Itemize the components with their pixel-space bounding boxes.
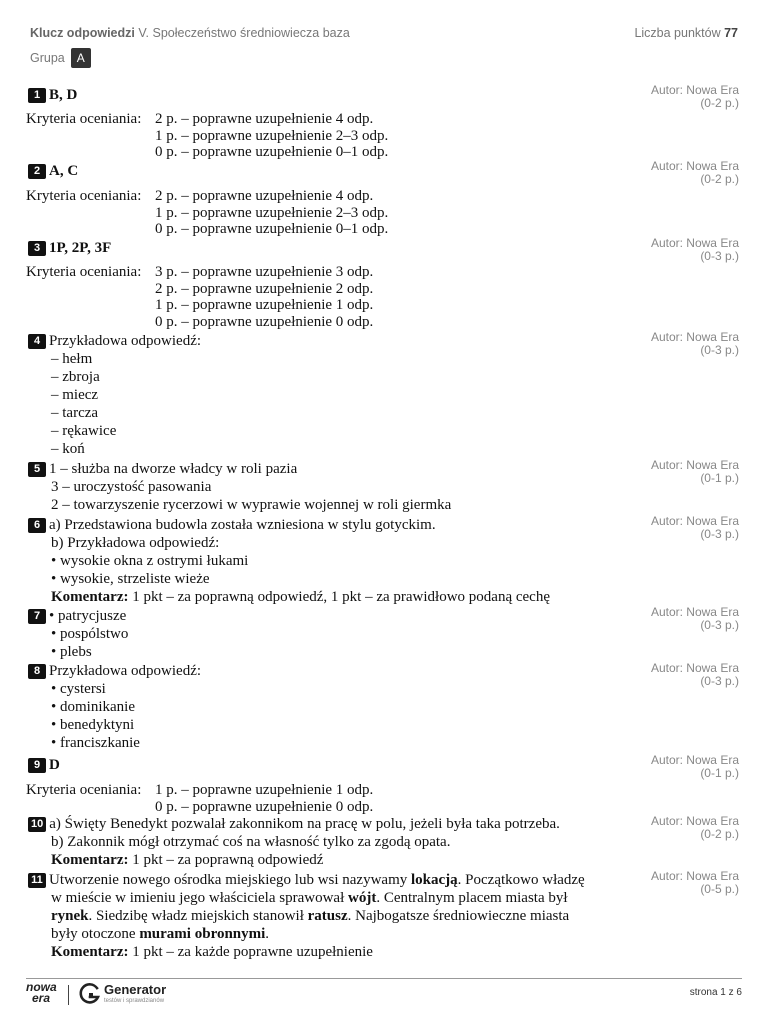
criteria-list: 2 p. – poprawne uzupełnienie 4 odp. 1 p. – poprawne uzupełnienie 2–3 odp. 0 p. – poprawne uzupełnienie 0–1 odp. (155, 188, 389, 237)
task-number-badge: 2 (28, 164, 46, 179)
criteria-label: Kryteria oceniania: (26, 188, 142, 204)
doc-title: Klucz odpowiedzi V. Społeczeństwo średniowiecza baza (30, 26, 350, 40)
task-number-badge: 11 (28, 873, 46, 888)
task-number-badge: 3 (28, 241, 46, 256)
answer-line: – miecz (51, 387, 99, 403)
criteria-label: Kryteria oceniania: (26, 111, 142, 127)
task-number-badge: 5 (28, 462, 46, 477)
task-number-badge: 10 (28, 817, 46, 832)
generator-logo-text: Generator testów i sprawdzianów (104, 982, 167, 1004)
answer-line: Przykładowa odpowiedź: (49, 663, 202, 679)
task-number-badge: 1 (28, 88, 46, 103)
answer-line: a) Przedstawiona budowla została wzniesiona w stylu gotyckim. (49, 517, 436, 533)
answer-line: • cystersi (51, 681, 106, 697)
group-badge: A (71, 48, 91, 68)
criteria-label: Kryteria oceniania: (26, 264, 142, 280)
answer: A, C (49, 163, 79, 179)
answer-line: b) Zakonnik mógł otrzymać coś na własność tylko za zgodą opata. (51, 834, 451, 850)
task-author: Autor: Nowa Era (0-2 p.) (650, 814, 739, 841)
answer-line: rynek. Siedzibę władz miejskich stanowił ratusz. Najbogatsze średniowieczne miasta (51, 908, 570, 924)
points-total: Liczba punktów 77 (634, 26, 738, 40)
task-number-badge: 7 (28, 609, 46, 624)
answer-line: • patrycjusze (49, 608, 127, 624)
answer-line: Przykładowa odpowiedź: (49, 333, 202, 349)
answer-line: – hełm (51, 351, 93, 367)
answer-line: • wysokie okna z ostrymi łukami (51, 553, 249, 569)
answer-line: w mieście w imieniu jego właściciela sprawował wójt. Centralnym placem miasta był (51, 890, 568, 906)
criteria-list: 1 p. – poprawne uzupełnienie 1 odp. 0 p. – poprawne uzupełnienie 0 odp. (155, 782, 374, 815)
logo-separator (68, 985, 69, 1005)
task-author: Autor: Nowa Era (0-5 p.) (650, 869, 739, 896)
answer-line: • plebs (51, 644, 92, 660)
task-author: Autor: Nowa Era (0-3 p.) (650, 661, 739, 688)
answer: B, D (49, 87, 78, 103)
answer-line: • benedyktyni (51, 717, 135, 733)
answer-line: były otoczone murami obronnymi. (51, 926, 270, 942)
answer: D (49, 757, 60, 773)
criteria-label: Kryteria oceniania: (26, 782, 142, 798)
generator-logo-icon (78, 982, 102, 1006)
answer-line: • pospólstwo (51, 626, 129, 642)
answer-line: – zbroja (51, 369, 100, 385)
answer: 1P, 2P, 3F (49, 240, 112, 256)
task-number-badge: 8 (28, 664, 46, 679)
answer-line: • dominikanie (51, 699, 135, 715)
task-author: Autor: Nowa Era (0-1 p.) (650, 458, 739, 485)
answer-line: • wysokie, strzeliste wieże (51, 571, 210, 587)
answer-line: – koń (51, 441, 85, 457)
task-author: Autor: Nowa Era (0-3 p.) (650, 514, 739, 541)
answer-line: 2 – towarzyszenie rycerzowi w wyprawie wojennej w roli giermka (51, 497, 452, 513)
group-indicator (30, 48, 91, 68)
comment: Komentarz: 1 pkt – za każde poprawne uzupełnienie (51, 944, 373, 960)
answer-line: 1 – służba na dworze władcy w roli pazia (49, 461, 298, 477)
answer-line: 3 – uroczystość pasowania (51, 479, 212, 495)
group-label: Grupa (30, 51, 65, 65)
footer-divider (26, 978, 742, 979)
task-author: Autor: Nowa Era (0-2 p.) (650, 83, 739, 110)
task-number-badge: 6 (28, 518, 46, 533)
answer-line: • franciszkanie (51, 735, 140, 751)
answer-line: – rękawice (51, 423, 117, 439)
answer-line: 11 Utworzenie nowego ośrodka miejskiego lub wsi nazywamy lokacją. Początkowo władzę (28, 871, 585, 889)
task-author: Autor: Nowa Era (0-1 p.) (650, 753, 739, 780)
task-author: Autor: Nowa Era (0-3 p.) (650, 330, 739, 357)
criteria-list: 3 p. – poprawne uzupełnienie 3 odp. 2 p. – poprawne uzupełnienie 2 odp. 1 p. – poprawne uzupełnienie 1 odp. 0 p. – poprawne uzupełnienie 0 odp. (155, 264, 374, 330)
page-number: strona 1 z 6 (689, 987, 742, 998)
criteria-list: 2 p. – poprawne uzupełnienie 4 odp. 1 p. – poprawne uzupełnienie 2–3 odp. 0 p. – poprawne uzupełnienie 0–1 odp. (155, 111, 389, 160)
task-author: Autor: Nowa Era (0-3 p.) (650, 236, 739, 263)
task-number-badge: 4 (28, 334, 46, 349)
task-number-badge: 9 (28, 758, 46, 773)
task-author: Autor: Nowa Era (0-2 p.) (650, 159, 739, 186)
nowa-era-logo: nowa era (26, 980, 57, 1005)
comment: Komentarz: 1 pkt – za poprawną odpowiedź (51, 852, 324, 868)
task-author: Autor: Nowa Era (0-3 p.) (650, 605, 739, 632)
comment: Komentarz: 1 pkt – za poprawną odpowiedź, 1 pkt – za prawidłowo podaną cechę (51, 589, 550, 605)
answer-line: a) Święty Benedykt pozwalał zakonnikom na pracę w polu, jeżeli była taka potrzeba. (49, 816, 560, 832)
page-header (30, 26, 738, 40)
answer-line: – tarcza (51, 405, 99, 421)
answer-line: b) Przykładowa odpowiedź: (51, 535, 220, 551)
